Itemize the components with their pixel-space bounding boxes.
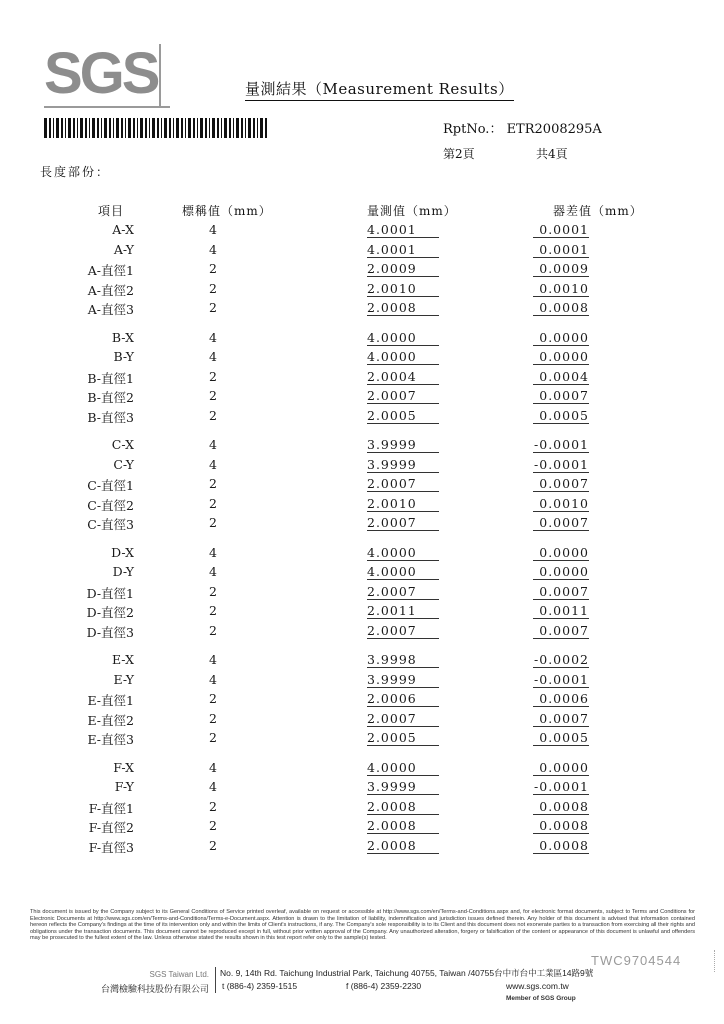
table-row: [0, 672, 724, 691]
row-item: A-直徑3: [87, 302, 134, 317]
row-deviation: 0.0007: [533, 584, 589, 600]
column-header-deviation: 器差值（mm）: [553, 204, 643, 218]
table-row: [0, 730, 724, 749]
row-item: D-直徑1: [86, 586, 134, 601]
row-measured: 4.0001: [367, 222, 439, 238]
footer-divider: [215, 967, 216, 993]
row-nominal: 4: [209, 330, 217, 345]
row-item: F-直徑2: [88, 820, 134, 835]
row-deviation: 0.0005: [533, 730, 589, 746]
row-measured: 2.0007: [367, 476, 439, 492]
document-title: 量測結果（Measurement Results）: [245, 78, 514, 101]
row-deviation: -0.0001: [534, 672, 589, 687]
table-row: [0, 408, 724, 427]
section-title: 長度部份：: [40, 165, 111, 179]
row-measured: 2.0010: [367, 281, 439, 297]
row-item: D-直徑3: [86, 625, 134, 640]
row-measured: 4.0000: [367, 760, 439, 776]
row-measured: 3.9999: [367, 779, 439, 795]
row-item: E-直徑3: [87, 732, 134, 747]
table-row: [0, 330, 724, 349]
row-measured: 2.0004: [367, 369, 439, 385]
row-deviation: 0.0010: [533, 496, 589, 512]
row-deviation: 0.0006: [533, 691, 589, 707]
row-deviation: -0.0001: [534, 437, 589, 452]
row-deviation: 0.0000: [533, 349, 589, 365]
row-item: C-直徑2: [87, 498, 134, 513]
row-measured: 3.9998: [367, 652, 439, 668]
logo-text: SGS: [44, 41, 158, 106]
table-row: [0, 457, 724, 476]
table-row: [0, 779, 724, 798]
logo-rule: [44, 106, 170, 108]
table-row: [0, 515, 724, 534]
row-deviation: 0.0004: [533, 369, 589, 385]
row-measured: 2.0007: [367, 515, 439, 531]
table-row: [0, 603, 724, 622]
report-number: RptNo.： ETR2008295A: [443, 122, 602, 137]
page-edge-mark: [714, 950, 719, 972]
row-item: C-直徑1: [87, 478, 134, 493]
row-item: A-Y: [113, 242, 134, 257]
row-measured: 3.9999: [367, 672, 439, 688]
page-number: 第2頁: [443, 147, 475, 161]
column-header-measured: 量測值（mm）: [367, 204, 457, 218]
row-item: C-直徑3: [87, 517, 134, 532]
row-deviation: 0.0001: [533, 222, 589, 238]
row-item: E-直徑1: [87, 693, 134, 708]
row-deviation: 0.0011: [533, 603, 589, 619]
row-deviation: 0.0010: [533, 281, 589, 297]
row-deviation: 0.0008: [533, 818, 589, 834]
row-deviation: 0.0007: [533, 388, 589, 404]
row-nominal: 4: [209, 760, 217, 775]
row-measured: 2.0005: [367, 730, 439, 746]
row-nominal: 4: [209, 652, 217, 667]
row-nominal: 2: [209, 300, 217, 315]
table-row: [0, 711, 724, 730]
table-row: [0, 838, 724, 857]
row-item: D-X: [111, 545, 134, 560]
row-deviation: 0.0007: [533, 711, 589, 727]
row-nominal: 2: [209, 603, 217, 618]
row-deviation: 0.0008: [533, 300, 589, 316]
barcode-icon: [44, 118, 268, 138]
table-row: [0, 300, 724, 319]
table-row: [0, 281, 724, 300]
row-measured: 2.0007: [367, 388, 439, 404]
row-measured: 4.0000: [367, 330, 439, 346]
row-nominal: 2: [209, 730, 217, 745]
table-row: [0, 496, 724, 515]
row-item: B-直徑2: [87, 390, 134, 405]
table-row: [0, 222, 724, 241]
row-nominal: 2: [209, 388, 217, 403]
table-row: [0, 623, 724, 642]
row-nominal: 4: [209, 545, 217, 560]
row-item: B-Y: [113, 349, 134, 364]
row-item: D-直徑2: [86, 605, 134, 620]
table-row: [0, 349, 724, 368]
row-measured: 4.0000: [367, 349, 439, 365]
row-nominal: 4: [209, 242, 217, 257]
row-deviation: 0.0000: [533, 564, 589, 580]
row-measured: 2.0009: [367, 261, 439, 277]
row-nominal: 2: [209, 476, 217, 491]
row-deviation: -0.0001: [534, 779, 589, 794]
table-row: [0, 799, 724, 818]
row-measured: 4.0001: [367, 242, 439, 258]
row-measured: 2.0008: [367, 300, 439, 316]
row-nominal: 2: [209, 711, 217, 726]
row-nominal: 4: [209, 457, 217, 472]
table-row: [0, 242, 724, 261]
row-deviation: 0.0009: [533, 261, 589, 277]
column-header-nominal: 標稱值（mm）: [182, 204, 272, 218]
row-measured: 2.0005: [367, 408, 439, 424]
row-deviation: 0.0000: [533, 545, 589, 561]
row-measured: 4.0000: [367, 564, 439, 580]
row-measured: 3.9999: [367, 457, 439, 473]
row-deviation: -0.0001: [534, 457, 589, 472]
row-nominal: 4: [209, 222, 217, 237]
row-nominal: 2: [209, 515, 217, 530]
row-nominal: 2: [209, 799, 217, 814]
table-row: [0, 584, 724, 603]
table-row: [0, 437, 724, 456]
row-nominal: 2: [209, 261, 217, 276]
table-row: [0, 760, 724, 779]
row-item: F-直徑1: [88, 801, 134, 816]
company-name-zh: 台灣檢驗科技股份有限公司: [100, 985, 209, 995]
table-row: [0, 261, 724, 280]
column-header-item: 項目: [98, 204, 125, 218]
row-item: E-Y: [113, 672, 134, 687]
row-nominal: 2: [209, 496, 217, 511]
row-measured: 2.0008: [367, 838, 439, 854]
table-row: [0, 545, 724, 564]
row-measured: 2.0008: [367, 799, 439, 815]
table-row: [0, 388, 724, 407]
table-row: [0, 564, 724, 583]
row-deviation: 0.0000: [533, 760, 589, 776]
page-total: 共4頁: [536, 147, 568, 161]
member-note: Member of SGS Group: [506, 995, 576, 1002]
row-item: B-X: [111, 330, 134, 345]
row-nominal: 2: [209, 818, 217, 833]
row-item: E-X: [111, 652, 134, 667]
row-nominal: 4: [209, 437, 217, 452]
table-row: [0, 691, 724, 710]
row-item: C-Y: [113, 457, 134, 472]
row-nominal: 2: [209, 369, 217, 384]
row-measured: 2.0007: [367, 623, 439, 639]
row-item: B-直徑3: [87, 410, 134, 425]
row-item: A-X: [112, 222, 134, 237]
row-nominal: 2: [209, 584, 217, 599]
row-measured: 2.0007: [367, 584, 439, 600]
row-deviation: 0.0000: [533, 330, 589, 346]
row-measured: 2.0011: [367, 603, 439, 619]
row-deviation: 0.0008: [533, 838, 589, 854]
row-nominal: 2: [209, 838, 217, 853]
row-nominal: 2: [209, 408, 217, 423]
row-item: B-直徑1: [87, 371, 134, 386]
table-row: [0, 652, 724, 671]
row-measured: 2.0007: [367, 711, 439, 727]
row-item: C-X: [111, 437, 134, 452]
row-nominal: 2: [209, 623, 217, 638]
row-measured: 3.9999: [367, 437, 439, 453]
table-row: [0, 476, 724, 495]
row-measured: 4.0000: [367, 545, 439, 561]
logo-vertical-rule: [159, 44, 161, 108]
row-item: F-Y: [114, 779, 134, 794]
row-measured: 2.0008: [367, 818, 439, 834]
row-deviation: 0.0005: [533, 408, 589, 424]
row-deviation: 0.0007: [533, 623, 589, 639]
row-measured: 2.0010: [367, 496, 439, 512]
row-item: E-直徑2: [87, 713, 134, 728]
company-phone: t (886-4) 2359-1515: [222, 981, 298, 991]
legal-disclaimer: This document is issued by the Company subject to its General Conditions of Service printed overleaf, available on request or accessible at http://www.sgs.com/en/Terms-and-Conditions.aspx and, for electronic format documents, subject to Terms and Conditions for Electronic Documents at http://www.sgs.com/en/Terms-and-Conditions/Terms-e-Document.aspx. Attention is drawn to the limitation of liability, indemnification and jurisdiction issues defined therein. Any holder of this document is advised that information contained hereon reflects the Company's findings at the time of its intervention only and within the limits of Client's instructions, if any. The Company's sole responsibility is to its Client and this document does not exonerate parties to a transaction from exercising all their rights and obligations under the transaction documents. This document cannot be reproduced except in full, without prior written approval of the Company. Any unauthorized alteration, forgery or falsification of the content or appearance of this document is unlawful and offenders may be prosecuted to the fullest extent of the law. Unless otherwise stated the results shown in this test report refer only to the sample(s) tested.: [30, 909, 695, 942]
table-row: [0, 369, 724, 388]
row-item: A-直徑1: [87, 263, 134, 278]
row-measured: 2.0006: [367, 691, 439, 707]
document-serial: TWC9704544: [591, 953, 682, 968]
row-nominal: 4: [209, 349, 217, 364]
row-item: D-Y: [112, 564, 134, 579]
table-row: [0, 818, 724, 837]
row-deviation: 0.0001: [533, 242, 589, 258]
row-nominal: 2: [209, 691, 217, 706]
row-item: F-直徑3: [88, 840, 134, 855]
row-nominal: 4: [209, 672, 217, 687]
company-website: www.sgs.com.tw: [506, 981, 569, 991]
row-nominal: 4: [209, 779, 217, 794]
row-nominal: 2: [209, 281, 217, 296]
row-deviation: 0.0007: [533, 515, 589, 531]
row-deviation: 0.0008: [533, 799, 589, 815]
row-deviation: 0.0007: [533, 476, 589, 492]
row-item: A-直徑2: [87, 283, 134, 298]
sgs-logo: [44, 41, 170, 110]
row-nominal: 4: [209, 564, 217, 579]
company-address: No. 9, 14th Rd. Taichung Industrial Park, Taichung 40755, Taiwan /40755台中市台中工業區14路9號: [220, 968, 594, 978]
company-name-en: SGS Taiwan Ltd.: [149, 970, 209, 979]
company-fax: f (886-4) 2359-2230: [346, 981, 422, 991]
row-item: F-X: [113, 760, 134, 775]
row-deviation: -0.0002: [534, 652, 589, 667]
